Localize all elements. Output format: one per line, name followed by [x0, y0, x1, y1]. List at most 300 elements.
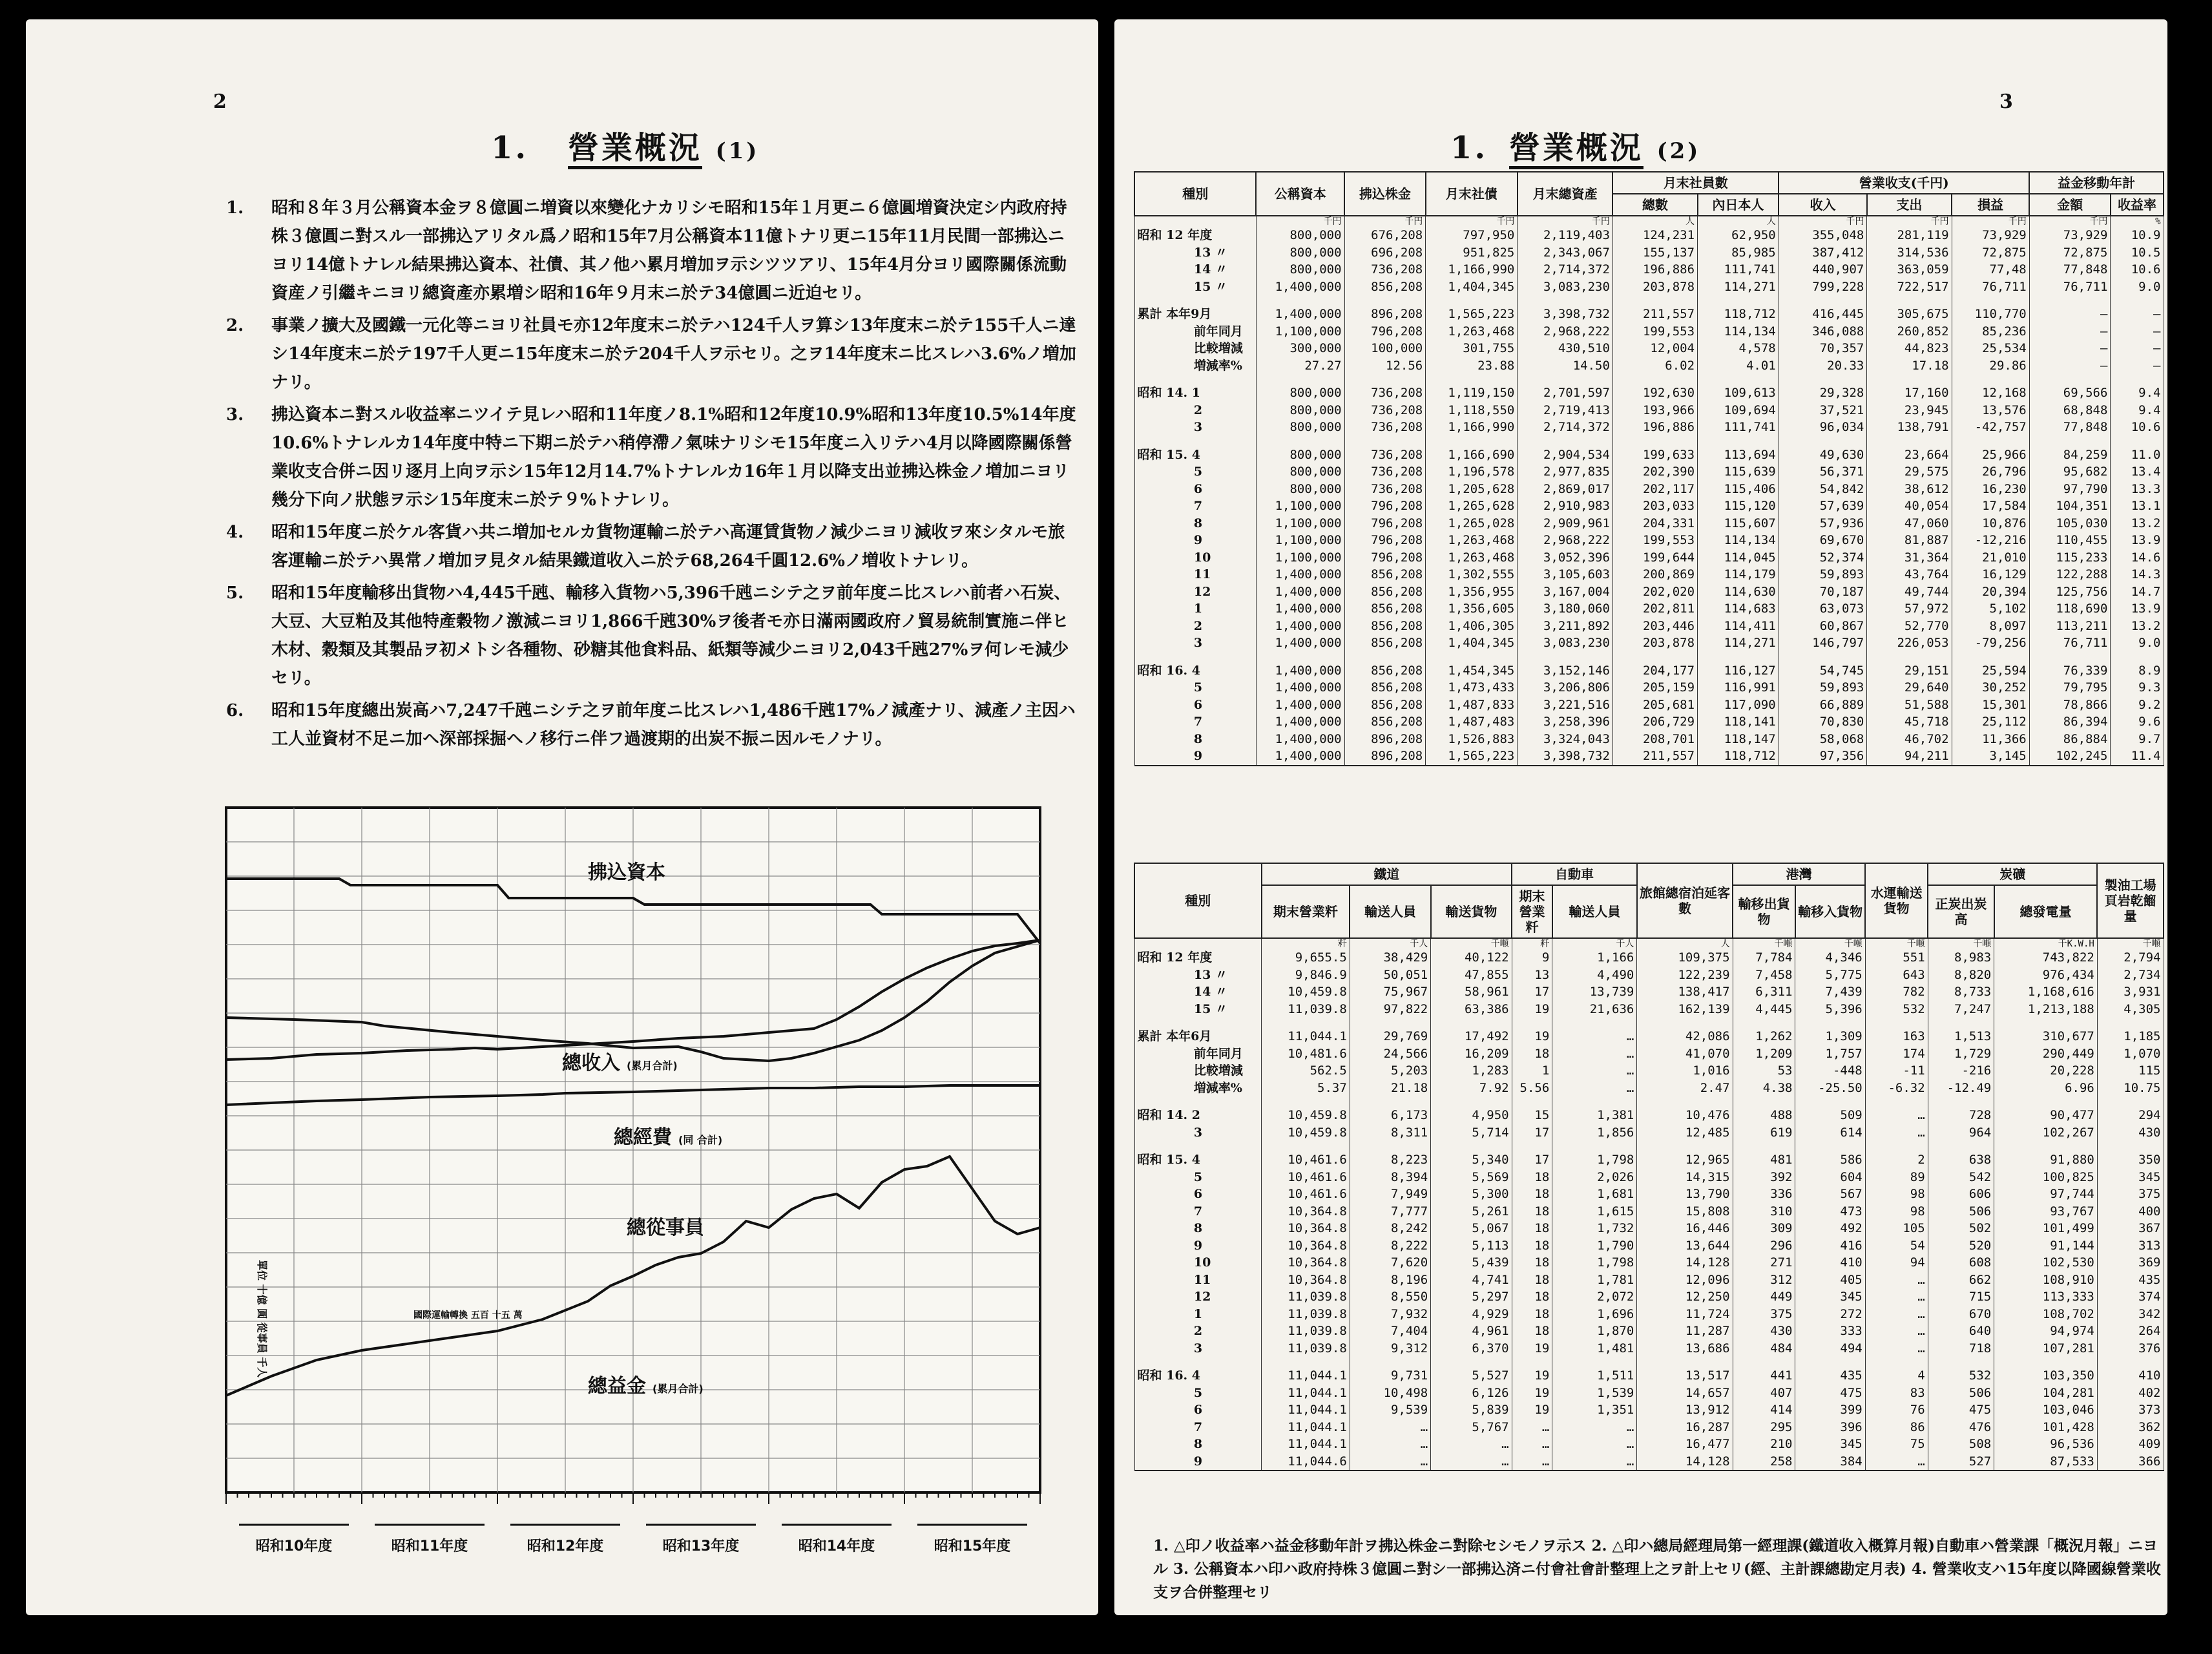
table-cell: 8.9 — [2111, 662, 2164, 680]
spacer-cell — [1994, 1096, 2098, 1107]
row-period: 1 — [1191, 386, 1201, 400]
spacer-cell — [1952, 436, 2029, 446]
note-text: 事業ノ擴大及國鐵一元化等ニヨリ社員モ亦12年度末ニ於テハ124千人ヲ算シ13年度末ニ於テ155千人ニ達シ14年度末ニ於テ197千人更ニ15年度末ニ於テ204千人ヲ示セリ。之ヲ14年度末ニ比スレハ3.6%ノ増加ナリ。 — [271, 316, 1076, 392]
table-cell: 9.0 — [2111, 634, 2164, 652]
spacer-cell — [1256, 652, 1344, 662]
table-cell: 5,714 — [1431, 1124, 1512, 1142]
table-cell: 1,100,000 — [1256, 497, 1344, 515]
page-title-right — [1450, 123, 1700, 167]
table-cell: 43,764 — [1867, 566, 1952, 583]
table-cell: 551 — [1865, 949, 1928, 967]
row-label — [1134, 1220, 1262, 1237]
row-label — [1134, 731, 1256, 748]
table-cell: 13.9 — [2111, 532, 2164, 549]
table-cell: 4,305 — [2097, 1001, 2164, 1018]
table-cell: 258 — [1733, 1453, 1795, 1471]
table-cell: 3,258,396 — [1518, 713, 1613, 731]
table-cell: 199,553 — [1612, 323, 1697, 340]
table-cell: 2,909,961 — [1518, 515, 1613, 532]
table-cell: 1 — [1512, 1062, 1552, 1080]
spacer-cell — [1134, 436, 1256, 446]
table-cell: — — [2111, 323, 2164, 340]
table-cell: … — [1552, 1045, 1637, 1063]
table-cell: 13.4 — [2111, 463, 2164, 481]
table-cell: 155,137 — [1612, 244, 1697, 262]
table-cell: 532 — [1928, 1367, 1994, 1385]
table-cell: 1,454,345 — [1426, 662, 1518, 680]
table-cell: 1,263,468 — [1426, 532, 1518, 549]
row-label — [1134, 662, 1256, 680]
table-cell: 6,173 — [1350, 1107, 1430, 1124]
header-port-in: 輸移入貨物 — [1795, 885, 1865, 938]
table-cell: 72,875 — [2029, 244, 2111, 262]
table-cell: 37,521 — [1779, 402, 1867, 419]
spacer-cell — [1552, 1141, 1637, 1151]
row-period: 3 — [1193, 636, 1203, 650]
table-cell: 102,530 — [1994, 1254, 2098, 1272]
table-cell: 11,044.1 — [1262, 1401, 1350, 1419]
table-cell: 101,499 — [1994, 1220, 2098, 1237]
table-cell: 3,931 — [2097, 983, 2164, 1001]
row-label — [1134, 1419, 1262, 1436]
table-cell: 98 — [1865, 1203, 1928, 1220]
table-cell: 2,794 — [2097, 949, 2164, 967]
table-cell: 4,961 — [1431, 1323, 1512, 1340]
table-cell: — — [2029, 323, 2111, 340]
table-cell: 1,309 — [1795, 1028, 1865, 1045]
table-cell: -216 — [1928, 1062, 1994, 1080]
table-cell: 97,356 — [1779, 748, 1867, 766]
table-cell: … — [1431, 1436, 1512, 1453]
table-cell: 91,144 — [1994, 1237, 2098, 1255]
table-cell: 12,485 — [1637, 1124, 1733, 1142]
table-cell: … — [1865, 1272, 1928, 1289]
table-cell: 124,231 — [1612, 227, 1697, 244]
spacer-cell — [1518, 652, 1613, 662]
spacer-cell — [1733, 1096, 1795, 1107]
spacer-cell — [1733, 1018, 1795, 1028]
spacer-cell — [1994, 1018, 2098, 1028]
table-cell: — — [2111, 306, 2164, 323]
table-cell: 506 — [1928, 1385, 1994, 1402]
table-cell: 2,119,403 — [1518, 227, 1613, 244]
table-cell: 800,000 — [1256, 227, 1344, 244]
table-cell: 14,128 — [1637, 1453, 1733, 1471]
table-cell: 75 — [1865, 1436, 1928, 1453]
header-hotel: 旅館總宿泊延客數 — [1637, 863, 1733, 938]
table-cell: 109,613 — [1698, 384, 1779, 402]
header-power: 總發電量 — [1994, 885, 2098, 938]
table-cell: 5,300 — [1431, 1186, 1512, 1203]
row-label — [1134, 1169, 1262, 1186]
table-cell: 722,517 — [1867, 278, 1952, 296]
note-text: 拂込資本ニ對スル收益率ニツイテ見レハ昭和11年度ノ8.1%昭和12年度10.9%昭和13年度10.5%14年度10.6%トナレルカ14年度中特ニ下期ニ於テハ稍停滯ノ氣味ナリシモ15年度ニ入リテハ4月以降國際關係營業收支合併ニ因リ逐月上向ヲ示シ15年12月14.7%トナレルカ16年１月以降支出並拂込株金ノ増加ニヨリ幾分下向ノ狀態ヲ示シ15年度末ニ於テ９%トナレリ。 — [271, 405, 1076, 510]
table-cell: 192,630 — [1612, 384, 1697, 402]
spacer-cell — [1134, 1141, 1262, 1151]
table-row — [1134, 1436, 2164, 1453]
table-cell: 95,682 — [2029, 463, 2111, 481]
table-cell: 101,428 — [1994, 1419, 2098, 1436]
header-revenue-group: 營業收支(千円) — [1779, 172, 2029, 194]
table-cell: 16,287 — [1637, 1419, 1733, 1436]
table-cell: 1,166,990 — [1426, 261, 1518, 278]
table-cell: 21,010 — [1952, 549, 2029, 567]
table-cell: 896,208 — [1344, 731, 1426, 748]
spacer-cell — [1350, 1096, 1430, 1107]
table-cell: 208,701 — [1612, 731, 1697, 748]
table-cell: 45,718 — [1867, 713, 1952, 731]
table-cell: 3,398,732 — [1518, 306, 1613, 323]
table-cell: 300,000 — [1256, 340, 1344, 357]
table-cell: 2,869,017 — [1518, 481, 1613, 498]
table-cell: 94,211 — [1867, 748, 1952, 766]
table-cell: 59,893 — [1779, 679, 1867, 696]
row-period: 7 — [1193, 715, 1203, 729]
row-period: 15 〃 — [1193, 279, 1227, 294]
table-cell: 1,265,628 — [1426, 497, 1518, 515]
table-cell: -25.50 — [1795, 1080, 1865, 1097]
spacer-cell — [1256, 374, 1344, 384]
header-expense: 支出 — [1867, 194, 1952, 216]
table-cell: 1,681 — [1552, 1186, 1637, 1203]
table-cell: 638 — [1928, 1151, 1994, 1169]
row-label — [1134, 463, 1256, 481]
row-period: 9 — [1193, 1454, 1203, 1469]
table-cell: 114,134 — [1698, 323, 1779, 340]
table-cell: 13,739 — [1552, 983, 1637, 1001]
unit-cell: 人 — [1612, 216, 1697, 227]
table-cell: 70,830 — [1779, 713, 1867, 731]
table-cell: 799,228 — [1779, 278, 1867, 296]
header-rail-length: 期末營業粁 — [1262, 885, 1350, 938]
table-cell: 19 — [1512, 1385, 1552, 1402]
table-cell: 17 — [1512, 1151, 1552, 1169]
table-cell: 23,664 — [1867, 446, 1952, 464]
table-cell: 60,867 — [1779, 618, 1867, 635]
table-cell: 14.50 — [1518, 357, 1613, 375]
spacer-cell — [1134, 1096, 1262, 1107]
row-label — [1134, 261, 1256, 278]
unit-cell: 千噸 — [1795, 938, 1865, 949]
table-cell: 77,848 — [2029, 261, 2111, 278]
spacer-cell — [1512, 1018, 1552, 1028]
table-cell: 115 — [2097, 1062, 2164, 1080]
table-cell: 1,565,223 — [1426, 306, 1518, 323]
spacer-cell — [1865, 1141, 1928, 1151]
table-cell: 305,675 — [1867, 306, 1952, 323]
table-cell: 1,196,578 — [1426, 463, 1518, 481]
row-label — [1134, 634, 1256, 652]
row-label — [1134, 600, 1256, 618]
row-period: 13 〃 — [1193, 245, 1227, 260]
row-label — [1134, 1288, 1262, 1306]
table-cell: 856,208 — [1344, 662, 1426, 680]
table-cell: 362 — [2097, 1419, 2164, 1436]
table-cell: 5,203 — [1350, 1062, 1430, 1080]
table-cell: 90,477 — [1994, 1107, 2098, 1124]
row-period: 14 〃 — [1193, 262, 1227, 277]
unit-cell: 千円 — [1952, 216, 2029, 227]
table-cell: 103,350 — [1994, 1367, 2098, 1385]
section-label: 昭和 15. — [1137, 1153, 1188, 1167]
table-cell: … — [1552, 1028, 1637, 1045]
table-cell: 8,983 — [1928, 949, 1994, 967]
table-cell: 346,088 — [1779, 323, 1867, 340]
table-cell: 12.56 — [1344, 357, 1426, 375]
label-box-note: 國際運輸轉換 五百 十五 萬 — [413, 1310, 523, 1321]
table-cell: 309 — [1733, 1220, 1795, 1237]
table-row — [1134, 463, 2164, 481]
table-cell: 2.47 — [1637, 1080, 1733, 1097]
table-row — [1134, 1306, 2164, 1323]
x-group-label: 昭和10年度 — [255, 1538, 333, 1555]
table-cell: 796,208 — [1344, 549, 1426, 567]
row-label — [1134, 1151, 1262, 1169]
table-cell: 1,166 — [1552, 949, 1637, 967]
table-cell: 24,566 — [1350, 1045, 1430, 1063]
table-cell: 567 — [1795, 1186, 1865, 1203]
spacer-cell — [1426, 436, 1518, 446]
row-label — [1134, 1340, 1262, 1357]
table-cell: 5,569 — [1431, 1169, 1512, 1186]
table-cell: 1,487,483 — [1426, 713, 1518, 731]
table-cell: 76,711 — [2029, 278, 2111, 296]
table-cell: 3,324,043 — [1518, 731, 1613, 748]
row-period: 12 年度 — [1166, 950, 1213, 965]
table-cell: 11.0 — [2111, 446, 2164, 464]
table-cell: -42,757 — [1952, 419, 2029, 436]
spacer-cell — [1928, 1018, 1994, 1028]
table-cell: 3,052,396 — [1518, 549, 1613, 567]
table-cell: 14.7 — [2111, 583, 2164, 601]
table-cell: 586 — [1795, 1151, 1865, 1169]
table-cell: 1,481 — [1552, 1340, 1637, 1357]
table-cell: 18 — [1512, 1203, 1552, 1220]
row-period: 5 — [1193, 1385, 1203, 1400]
table-cell: 11,366 — [1952, 731, 2029, 748]
row-label — [1134, 419, 1256, 436]
spacer-cell — [1867, 652, 1952, 662]
table-row — [1134, 1001, 2164, 1018]
table-cell: 366 — [2097, 1453, 2164, 1471]
table-cell: 797,950 — [1426, 227, 1518, 244]
table-cell: 16,446 — [1637, 1220, 1733, 1237]
table-cell: 69,670 — [1779, 532, 1867, 549]
table-cell: 6,311 — [1733, 983, 1795, 1001]
spacer-cell — [2029, 652, 2111, 662]
table-cell: 414 — [1733, 1401, 1795, 1419]
table-cell: 100,825 — [1994, 1169, 2098, 1186]
spacer-cell — [1698, 295, 1779, 306]
row-period: 8 — [1193, 731, 1203, 746]
table-cell: … — [1552, 1453, 1637, 1471]
header-profit: 損益 — [1952, 194, 2029, 216]
table-cell: 9.0 — [2111, 278, 2164, 296]
table-cell: 196,886 — [1612, 419, 1697, 436]
table-row — [1134, 532, 2164, 549]
table-cell: 3,083,230 — [1518, 278, 1613, 296]
table-cell: 736,208 — [1344, 261, 1426, 278]
table-cell: 203,446 — [1612, 618, 1697, 635]
table-cell: 13.1 — [2111, 497, 2164, 515]
row-label — [1134, 481, 1256, 498]
table-cell: 193,966 — [1612, 402, 1697, 419]
table-row — [1134, 278, 2164, 296]
table-cell: 2,968,222 — [1518, 532, 1613, 549]
table-cell: 203,878 — [1612, 634, 1697, 652]
row-period: 15 〃 — [1193, 1001, 1227, 1016]
table-cell: 6.02 — [1612, 357, 1697, 375]
table-cell: 11,724 — [1637, 1306, 1733, 1323]
table-cell: 30,252 — [1952, 679, 2029, 696]
table-cell: 736,208 — [1344, 419, 1426, 436]
table-cell: 475 — [1928, 1401, 1994, 1419]
table-cell: 9.4 — [2111, 402, 2164, 419]
table-cell: 11,039.8 — [1262, 1306, 1350, 1323]
table-row — [1134, 967, 2164, 984]
table-cell: 4,950 — [1431, 1107, 1512, 1124]
table-cell: … — [1865, 1453, 1928, 1471]
table-cell: 57,972 — [1867, 600, 1952, 618]
unit-row — [1134, 938, 2164, 949]
table-cell: 72,875 — [1952, 244, 2029, 262]
x-group-label: 昭和12年度 — [527, 1538, 604, 1555]
table-cell: 5,340 — [1431, 1151, 1512, 1169]
table-cell: 13.9 — [2111, 600, 2164, 618]
spacer-cell — [1344, 652, 1426, 662]
table-row — [1134, 696, 2164, 714]
row-label — [1134, 1001, 1262, 1018]
table-cell: 58,068 — [1779, 731, 1867, 748]
table-cell: 38,612 — [1867, 481, 1952, 498]
table-cell: 116,127 — [1698, 662, 1779, 680]
title-main: 營業概況 — [568, 130, 702, 169]
table-cell: 14.3 — [2111, 566, 2164, 583]
table-cell: 81,887 — [1867, 532, 1952, 549]
table-cell: 964 — [1928, 1124, 1994, 1142]
table-cell: 373 — [2097, 1401, 2164, 1419]
note-text: 昭和15年度總出炭高ハ7,247千瓲ニシテ之ヲ前年度ニ比スレハ1,486千瓲17%ノ減產ナリ、減產ノ主因ハ工人並資材不足ニ加ヘ深部採掘ヘノ移行ニ伴フ過渡期的出炭不振ニ因ルモノナリ。 — [271, 701, 1076, 749]
table-cell: 77,848 — [2029, 419, 2111, 436]
table-cell: 1,283 — [1431, 1062, 1512, 1080]
table-cell: 10,461.6 — [1262, 1186, 1350, 1203]
table-cell: … — [1350, 1453, 1430, 1471]
spacer-cell — [1262, 1018, 1350, 1028]
row-label — [1134, 1028, 1262, 1045]
table-cell: 86,394 — [2029, 713, 2111, 731]
spacer-cell — [1779, 295, 1867, 306]
label-total-expense-note: (同 合計) — [678, 1134, 723, 1146]
table-cell: 1,400,000 — [1256, 278, 1344, 296]
table-cell: … — [1431, 1453, 1512, 1471]
row-label — [1134, 1124, 1262, 1142]
table-cell: 10,498 — [1350, 1385, 1430, 1402]
table-cell: 122,239 — [1637, 967, 1733, 984]
table-row — [1134, 1419, 2164, 1436]
table-cell: 11,044.1 — [1262, 1385, 1350, 1402]
spacer-row — [1134, 652, 2164, 662]
header-emp-japanese: 內日本人 — [1698, 194, 1779, 216]
table-cell: 2,968,222 — [1518, 323, 1613, 340]
table-cell: 4,346 — [1795, 949, 1865, 967]
table-cell: 8,733 — [1928, 983, 1994, 1001]
spacer-cell — [1865, 1357, 1928, 1367]
table-cell: 5,775 — [1795, 967, 1865, 984]
row-period: 4 — [1191, 447, 1201, 462]
table-cell: 4,578 — [1698, 340, 1779, 357]
unit-cell: 千円 — [1779, 216, 1867, 227]
unit-cell: 千円 — [1518, 216, 1613, 227]
header-steel: 製油工場頁岩乾餾量 — [2097, 863, 2164, 938]
table-cell: 1,406,305 — [1426, 618, 1518, 635]
table-cell: 52,374 — [1779, 549, 1867, 567]
table-cell: 736,208 — [1344, 446, 1426, 464]
header-bonds: 月末社債 — [1426, 172, 1518, 216]
table-cell: 13.3 — [2111, 481, 2164, 498]
table-cell: 87,533 — [1994, 1453, 2098, 1471]
spacer-row — [1134, 295, 2164, 306]
table-cell: 1,168,616 — [1994, 983, 2098, 1001]
table-cell: 800,000 — [1256, 384, 1344, 402]
spacer-cell — [1426, 295, 1518, 306]
table-cell: 23.88 — [1426, 357, 1518, 375]
table-cell: 350 — [2097, 1151, 2164, 1169]
spacer-cell — [1350, 1018, 1430, 1028]
row-label — [1134, 713, 1256, 731]
table-cell: 481 — [1733, 1151, 1795, 1169]
table-row — [1134, 1107, 2164, 1124]
table-cell: 105,030 — [2029, 515, 2111, 532]
table-cell: 11,039.8 — [1262, 1288, 1350, 1306]
section-label: 累計 — [1137, 307, 1162, 321]
spacer-cell — [2029, 295, 2111, 306]
table-cell: 10,364.8 — [1262, 1272, 1350, 1289]
row-label — [1134, 566, 1256, 583]
row-period: 増減率% — [1193, 1080, 1242, 1095]
table-cell: — — [2111, 340, 2164, 357]
table-cell: 138,417 — [1637, 983, 1733, 1001]
table-cell: 11,039.8 — [1262, 1001, 1350, 1018]
spacer-cell — [1867, 374, 1952, 384]
table-cell: 204,331 — [1612, 515, 1697, 532]
page-number-left: 2 — [213, 90, 227, 113]
spacer-cell — [1779, 436, 1867, 446]
table-cell: 18 — [1512, 1323, 1552, 1340]
row-period: 12 年度 — [1166, 228, 1213, 242]
header-railway: 鐵道 — [1262, 863, 1512, 885]
table-cell: 94 — [1865, 1254, 1928, 1272]
table-cell: … — [1865, 1288, 1928, 1306]
table-cell: 7,404 — [1350, 1323, 1430, 1340]
row-label — [1134, 983, 1262, 1001]
header-port: 港灣 — [1733, 863, 1865, 885]
title-sub: (1) — [715, 138, 760, 164]
table-cell: 25,534 — [1952, 340, 2029, 357]
table-cell: … — [1865, 1107, 1928, 1124]
table-cell: 202,020 — [1612, 583, 1697, 601]
spacer-row — [1134, 374, 2164, 384]
table-cell: 310 — [1733, 1203, 1795, 1220]
header-port-out: 輸移出貨物 — [1733, 885, 1795, 938]
table-cell: 9.6 — [2111, 713, 2164, 731]
table-cell: 13 — [1512, 967, 1552, 984]
spacer-cell — [1344, 374, 1426, 384]
table-cell: 3,211,892 — [1518, 618, 1613, 635]
table-cell: 4,445 — [1733, 1001, 1795, 1018]
note-text: 昭和15年度輸移出貨物ハ4,445千瓲、輸移入貨物ハ5,396千瓲ニシテ之ヲ前年度ニ比スレハ前者ハ石炭、大豆、大豆粕及其他特產穀物ノ激減ニヨリ1,866千瓲30%ヲ後者モ亦日滿兩國政府ノ貿易統制實施ニ伴ヒ木材、穀類及其製品ヲ初メトシ各種物、砂糖其他食料品、紙類等減少ニヨリ2,043千瓲27%ヲ何レモ減少セリ。 — [271, 583, 1071, 688]
table-row — [1134, 1203, 2164, 1220]
label-total-profit-note: (累月合計) — [652, 1383, 704, 1395]
